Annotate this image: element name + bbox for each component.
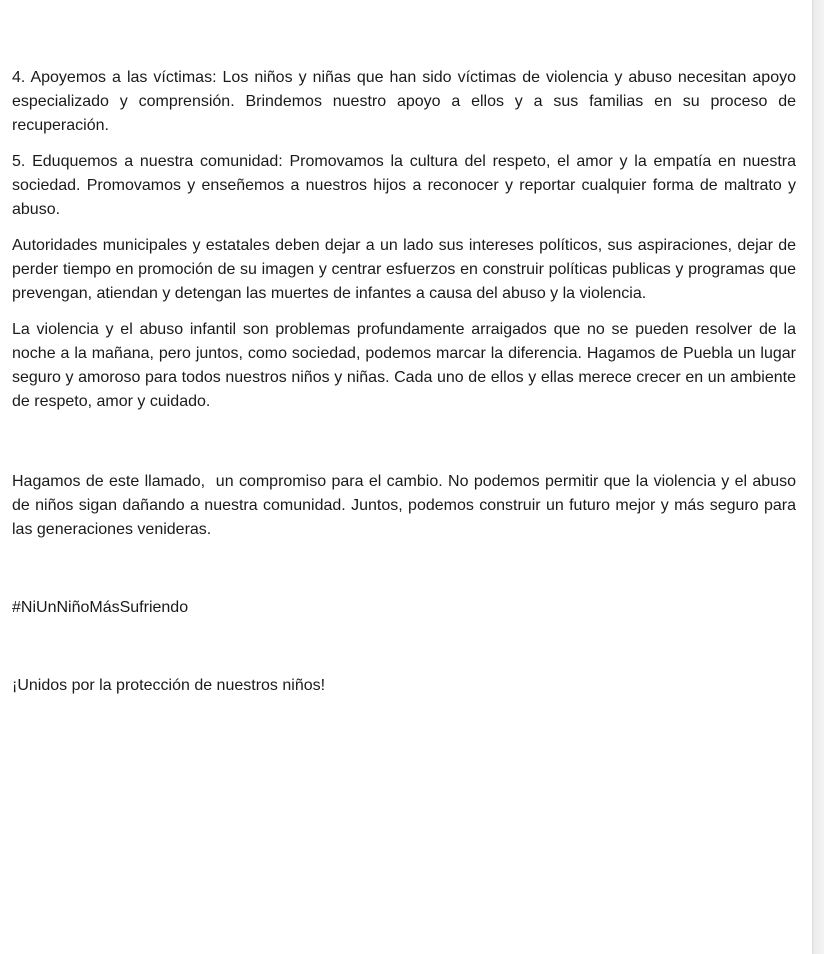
- document-body: [12, 66, 801, 698]
- closing-line: ¡Unidos por la protección de nuestros niños!: [12, 677, 326, 694]
- paragraph-violence-abuse: La violencia y el abuso infantil son problemas profundamente arraigados que no se pueden resolver de la noche a la mañana, pero juntos, como sociedad, podemos marcar la diferencia. Hagamos de Puebla un lugar seguro y amoroso para todos nuestros niños y niñas. Cada uno de ellos y ellas merece crecer en un ambiente de respeto, amor y cuidado.: [12, 321, 796, 410]
- hashtag: #NiUnNiñoMásSufriendo: [12, 599, 189, 616]
- page-edge-shadow: [812, 0, 824, 954]
- paragraph-educate-community: 5. Eduquemos a nuestra comunidad: Promovamos la cultura del respeto, el amor y la empatía en nuestra sociedad. Promovamos y enseñemos a nuestros hijos a reconocer y reportar cualquier forma de maltrato y abuso.: [12, 153, 796, 218]
- paragraph-support-victims: 4. Apoyemos a las víctimas: Los niños y niñas que han sido víctimas de violencia y abuso necesitan apoyo especializado y comprensión. Brindemos nuestro apoyo a ellos y a sus familias en su proceso de recuperación.: [12, 69, 796, 134]
- paragraph-authorities: Autoridades municipales y estatales deben dejar a un lado sus intereses políticos, sus aspiraciones, dejar de perder tiempo en promoción de su imagen y centrar esfuerzos en construir políticas publicas y programas que prevengan, atiendan y detengan las muertes de infantes a causa del abuso y la violencia.: [12, 237, 796, 302]
- paragraph-call-to-action: Hagamos de este llamado, un compromiso para el cambio. No podemos permitir que la violencia y el abuso de niños sigan dañando a nuestra comunidad. Juntos, podemos construir un futuro mejor y más seguro para las generaciones venideras.: [12, 473, 801, 538]
